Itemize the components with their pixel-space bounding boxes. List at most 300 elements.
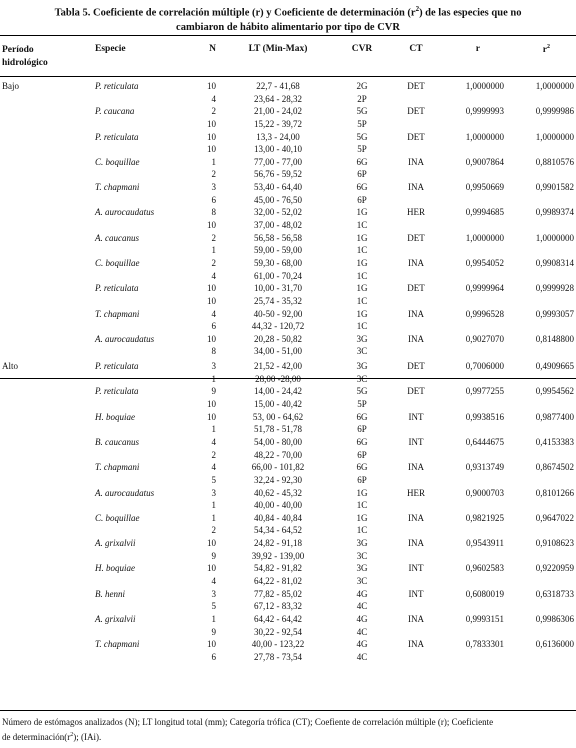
cell-lt: 22,7 - 41,68 [256,81,300,91]
cell-lt: 64,22 - 81,02 [254,575,302,586]
cell-cvr: 3C [356,550,368,561]
cell-n: 10 [207,563,216,574]
table-row [0,411,576,424]
header-especie: Especie [95,44,126,54]
table-row [0,524,576,537]
cell-lt: 27,78 - 73,54 [254,651,302,662]
cell-cvr: 3G [356,538,368,549]
cell-r2: 0,9220959 [535,563,574,574]
table-bottom-rule [0,710,576,711]
table-row [0,219,576,232]
cell-n: 4 [211,308,216,319]
cell-n: 9 [211,550,216,561]
cell-n: 4 [211,462,216,473]
table-row [0,638,576,651]
cell-especie: A. caucanus [95,232,139,243]
table-row [0,232,576,245]
cell-r: 0,7006000 [465,361,504,372]
cell-cvr: 5G [356,386,368,397]
table-row [0,105,576,118]
cell-n: 5 [211,474,216,485]
period-separator-rule [0,378,576,379]
cell-r: 0,9999964 [465,283,504,294]
cell-especie: H. boquiae [95,411,135,422]
cell-especie: P. reticulata [95,283,139,294]
table-row [0,168,576,181]
table-row [0,244,576,257]
cell-r2: 0,8148800 [535,333,574,344]
table-header-rule [0,76,576,77]
cell-ct: DET [407,131,425,142]
cell-n: 8 [211,346,216,357]
cell-cvr: 6P [357,424,367,435]
table-row [0,282,576,295]
cell-especie: A. grixalvii [95,613,136,624]
cell-cvr: 1C [356,321,368,332]
cell-especie: H. boquiae [95,563,135,574]
cell-r2: 0,4153383 [535,436,574,447]
cell-n: 8 [211,207,216,218]
cell-n: 2 [211,257,216,268]
cell-r: 0,9543911 [466,538,504,549]
table-row [0,295,576,308]
cell-r2: 0,9954562 [535,386,574,397]
cell-cvr: 5G [356,106,368,117]
cell-especie: T. chapmani [95,308,140,319]
cell-r: 0,6080019 [465,588,504,599]
cell-ct: INT [408,563,424,574]
cell-lt: 56,58 - 56,58 [254,232,302,243]
cell-lt: 51,78 - 51,78 [254,424,302,435]
cell-n: 10 [207,399,216,410]
cell-lt: 64,42 - 64,42 [254,613,302,624]
cell-n: 10 [207,639,216,650]
title-line1-start: Tabla 5. Coeficiente de correlación múltiple (r) y Coeficiente de determinación (r [54,7,416,19]
cell-periodo: Alto [2,361,19,372]
cell-n: 4 [211,436,216,447]
cell-cvr: 6G [356,156,368,167]
header-r2-sup: 2 [547,44,550,50]
cell-n: 1 [211,500,216,511]
cell-cvr: 1G [356,308,368,319]
cell-cvr: 1G [356,232,368,243]
cell-especie: B. caucanus [95,436,139,447]
cell-r2: 0,9993057 [535,308,574,319]
cell-r: 1,0000000 [465,81,504,91]
cell-especie: T. chapmani [95,639,140,650]
cell-ct: DET [407,386,425,397]
cell-ct: INT [408,411,424,422]
cell-n: 5 [211,601,216,612]
table-row [0,436,576,449]
cell-ct: HER [407,207,425,218]
table-row [0,333,576,346]
cell-especie: T. chapmani [95,182,140,193]
cell-cvr: 5P [357,144,367,155]
cell-r: 0,9000703 [465,487,504,498]
cell-ct: INA [408,613,424,624]
cell-n: 10 [207,538,216,549]
cell-r: 0,9993151 [465,613,504,624]
cell-cvr: 6G [356,182,368,193]
cell-r2: 0,6136000 [535,639,574,650]
cell-n: 10 [207,131,216,142]
footnote-superscript: 2 [70,732,74,738]
cell-cvr: 6G [356,411,368,422]
cell-lt: 15,00 - 40,42 [254,399,302,410]
cell-especie: P. reticulata [95,361,139,372]
cell-cvr: 1G [356,487,368,498]
cell-n: 10 [207,144,216,155]
cell-cvr: 5G [356,131,368,142]
cell-cvr: 5P [357,118,367,129]
cell-especie: P. reticulata [95,131,139,142]
cell-cvr: 6G [356,462,368,473]
cell-ct: INA [408,512,424,523]
cell-n: 3 [211,182,216,193]
cell-n: 1 [211,424,216,435]
table-row [0,345,576,358]
cell-cvr: 6P [357,169,367,180]
cell-r2: 0,9877400 [535,411,574,422]
cell-cvr: 3C [356,346,368,357]
cell-n: 9 [211,626,216,637]
cell-periodo: Bajo [2,81,19,91]
title-line2: cambiaron de hábito alimentario por tipo de CVR [176,21,400,33]
cell-ct: INA [408,308,424,319]
footnote-line2-start: de determinación(r [2,732,71,742]
table-row [0,537,576,550]
table-row [0,131,576,144]
cell-lt: 61,00 - 70,24 [254,270,302,281]
cell-lt: 40-50 - 92,00 [253,308,303,319]
cell-lt: 54,00 - 80,00 [254,436,302,447]
cell-r: 0,9996528 [465,308,504,319]
table-row [0,562,576,575]
cell-cvr: 1C [356,500,368,511]
header-ct: CT [409,44,423,54]
cell-lt: 20,28 - 50,82 [254,333,302,344]
cell-lt: 21,00 - 24,02 [254,106,302,117]
cell-n: 3 [211,588,216,599]
table-row [0,373,576,386]
cell-n: 10 [207,81,216,91]
cell-n: 1 [211,613,216,624]
cell-lt: 28,00 -28,00 [255,373,301,384]
table-header [0,40,576,76]
table-row [0,423,576,436]
cell-lt: 40,00 - 123,22 [251,639,305,650]
cell-especie: T. chapmani [95,462,140,473]
cell-n: 1 [211,512,216,523]
cell-n: 1 [211,373,216,384]
cell-r2: 0,8674502 [535,462,574,473]
cell-especie: C. boquillae [95,257,140,268]
cell-n: 3 [211,361,216,372]
cell-lt: 32,24 - 92,30 [254,474,302,485]
cell-n: 4 [211,270,216,281]
cell-lt: 40,00 - 40,00 [254,500,302,511]
cell-cvr: 1C [356,220,368,231]
cell-ct: DET [407,283,425,294]
cell-cvr: 2G [356,81,368,91]
cell-n: 2 [211,449,216,460]
title-line1-end: ) de las especies que no [419,7,522,19]
cell-cvr: 5P [357,399,367,410]
cell-r2: 1,0000000 [535,81,574,91]
cell-lt: 48,22 - 70,00 [254,449,302,460]
table-row [0,613,576,626]
cell-cvr: 1G [356,257,368,268]
cell-ct: INA [408,333,424,344]
cell-cvr: 1C [356,525,368,536]
header-lt: LT (Min-Max) [248,44,308,54]
cell-n: 1 [211,245,216,256]
cell-especie: A. aurocaudatus [95,333,155,344]
cell-cvr: 6P [357,474,367,485]
cell-cvr: 4G [356,588,368,599]
table-row [0,385,576,398]
table-row [0,487,576,500]
cell-n: 2 [211,232,216,243]
cell-cvr: 2P [357,93,367,104]
cell-especie: B. henni [95,588,125,599]
cell-r: 1,0000000 [465,131,504,142]
title-superscript: 2 [415,5,420,13]
cell-lt: 66,00 - 101,82 [251,462,305,473]
cell-lt: 59,30 - 68,00 [254,257,302,268]
cell-especie: A. aurocaudatus [95,207,155,218]
table-row [0,499,576,512]
cell-r: 0,9950669 [465,182,504,193]
cell-lt: 32,00 - 52,02 [254,207,302,218]
cell-n: 9 [211,386,216,397]
cell-n: 2 [211,169,216,180]
cell-lt: 21,52 - 42,00 [254,361,302,372]
header-periodo [2,44,48,70]
cell-r: 0,9821925 [465,512,504,523]
table-row [0,308,576,321]
cell-r: 0,9027070 [465,333,504,344]
cell-ct: INA [408,639,424,650]
cell-r: 1,0000000 [465,232,504,243]
footnote-line1: Número de estómagos analizados (N); LT longitud total (mm); Categoría trófica (CT); Coefiente de correlación múltiple (r); Coeficiente [2,717,494,727]
header-r2 [520,44,550,55]
cell-r2: 0,6318733 [535,588,574,599]
cell-n: 10 [207,283,216,294]
footnote-line2-end: ); (IAi). [73,732,102,742]
cell-lt: 34,00 - 51,00 [254,346,302,357]
table-row [0,156,576,169]
cell-lt: 40,62 - 45,32 [254,487,302,498]
cell-ct: INA [408,462,424,473]
cell-lt: 54,82 - 91,82 [254,563,302,574]
table-row [0,270,576,283]
table-top-rule [0,35,576,36]
table-row [0,550,576,563]
cell-r: 0,9938516 [465,411,504,422]
cell-cvr: 6G [356,436,368,447]
cell-lt: 15,22 - 39,72 [254,118,302,129]
table-row [0,206,576,219]
cell-cvr: 1C [356,270,368,281]
cell-lt: 54,34 - 64,52 [254,525,302,536]
cell-cvr: 3G [356,563,368,574]
cell-cvr: 1G [356,512,368,523]
cell-r2: 0,8810576 [535,156,574,167]
table-row [0,93,576,106]
cell-lt: 23,64 - 28,32 [254,93,302,104]
cell-r: 0,7833301 [465,639,504,650]
cell-lt: 40,84 - 40,84 [254,512,302,523]
header-periodo-line2: hidrológico [2,58,48,68]
cell-r: 0,9994685 [465,207,504,218]
cell-lt: 44,32 - 120,72 [251,321,305,332]
cell-cvr: 4G [356,613,368,624]
cell-cvr: 1G [356,207,368,218]
cell-r2: 0,8101266 [535,487,574,498]
cell-cvr: 3G [356,333,368,344]
cell-lt: 24,82 - 91,18 [254,538,302,549]
cell-cvr: 4G [356,639,368,650]
cell-r2: 0,9986306 [535,613,574,624]
cell-n: 10 [207,295,216,306]
cell-especie: C. boquillae [95,156,140,167]
cell-r: 0,6444675 [465,436,504,447]
cell-lt: 53,40 - 64,40 [254,182,302,193]
cell-cvr: 3C [356,373,368,384]
cell-lt: 37,00 - 48,02 [254,220,302,231]
cell-r2: 0,9647022 [535,512,574,523]
header-periodo-line1: Período [2,45,34,55]
table-row [0,360,576,373]
table-title [0,0,576,32]
table-row [0,575,576,588]
cell-r2: 0,9908314 [535,257,574,268]
cell-ct: INA [408,538,424,549]
cell-lt: 14,00 - 24,42 [254,386,302,397]
cell-ct: INT [408,436,424,447]
cell-n: 2 [211,525,216,536]
cell-lt: 77,82 - 85,02 [254,588,302,599]
header-n: N [209,44,216,54]
table-row [0,320,576,333]
table-row [0,588,576,601]
cell-especie: C. boquillae [95,512,140,523]
cell-cvr: 1C [356,245,368,256]
cell-lt: 45,00 - 76,50 [254,194,302,205]
cell-ct: INA [408,257,424,268]
cell-r2: 0,9108623 [535,538,574,549]
cell-cvr: 3C [356,575,368,586]
table-row [0,512,576,525]
table-row [0,474,576,487]
cell-lt: 30,22 - 92,54 [254,626,302,637]
cell-cvr: 3G [356,361,368,372]
cell-r: 0,9602583 [465,563,504,574]
cell-n: 1 [211,156,216,167]
table-row [0,600,576,613]
cell-r2: 0,9999986 [535,106,574,117]
cell-cvr: 6P [357,194,367,205]
table-body [0,80,576,663]
table-row [0,118,576,131]
cell-n: 10 [207,411,216,422]
cell-ct: DET [407,81,425,91]
cell-ct: DET [407,232,425,243]
cell-n: 10 [207,333,216,344]
header-r: r [475,44,480,54]
cell-r2: 0,4909665 [535,361,574,372]
cell-cvr: 4C [356,626,368,637]
cell-cvr: 6P [357,449,367,460]
cell-cvr: 1C [356,295,368,306]
cell-n: 6 [211,194,216,205]
cell-lt: 13,3 - 24,00 [256,131,300,142]
cell-r: 0,9007864 [465,156,504,167]
cell-ct: DET [407,361,425,372]
cell-especie: P. reticulata [95,81,139,91]
cell-especie: A. aurocaudatus [95,487,155,498]
cell-n: 3 [211,487,216,498]
cell-cvr: 4C [356,651,368,662]
table-row [0,194,576,207]
cell-n: 2 [211,106,216,117]
cell-lt: 67,12 - 83,32 [254,601,302,612]
cell-ct: INA [408,156,424,167]
cell-n: 10 [207,220,216,231]
cell-lt: 10,00 - 31,70 [254,283,302,294]
cell-n: 4 [211,575,216,586]
cell-r: 0,9313749 [465,462,504,473]
cell-ct: INT [408,588,424,599]
cell-ct: INA [408,182,424,193]
table-row [0,181,576,194]
cell-n: 4 [211,93,216,104]
cell-cvr: 4C [356,601,368,612]
cell-lt: 53, 00 - 64,62 [252,411,304,422]
cell-r: 0,9977255 [465,386,504,397]
cell-r2: 0,9989374 [535,207,574,218]
cell-r: 0,9954052 [465,257,504,268]
cell-r2: 0,9901582 [535,182,574,193]
header-r2-base: r [542,45,547,56]
table-footnote [2,716,574,744]
table-row [0,449,576,462]
cell-lt: 39,92 - 139,00 [251,550,305,561]
cell-lt: 13,00 - 40,10 [254,144,302,155]
table-row [0,626,576,639]
cell-r: 0,9999993 [465,106,504,117]
cell-especie: A. grixalvii [95,538,136,549]
cell-ct: DET [407,106,425,117]
cell-n: 6 [211,651,216,662]
table-row [0,80,576,93]
cell-cvr: 1G [356,283,368,294]
cell-lt: 59,00 - 59,00 [254,245,302,256]
table-row [0,257,576,270]
cell-lt: 25,74 - 35,32 [254,295,302,306]
table-row [0,398,576,411]
cell-n: 10 [207,118,216,129]
table-row [0,651,576,664]
cell-especie: P. reticulata [95,386,139,397]
header-cvr: CVR [351,44,373,54]
cell-especie: P. caucana [95,106,135,117]
cell-lt: 77,00 - 77,00 [254,156,302,167]
table-row [0,461,576,474]
cell-r2: 1,0000000 [535,232,574,243]
